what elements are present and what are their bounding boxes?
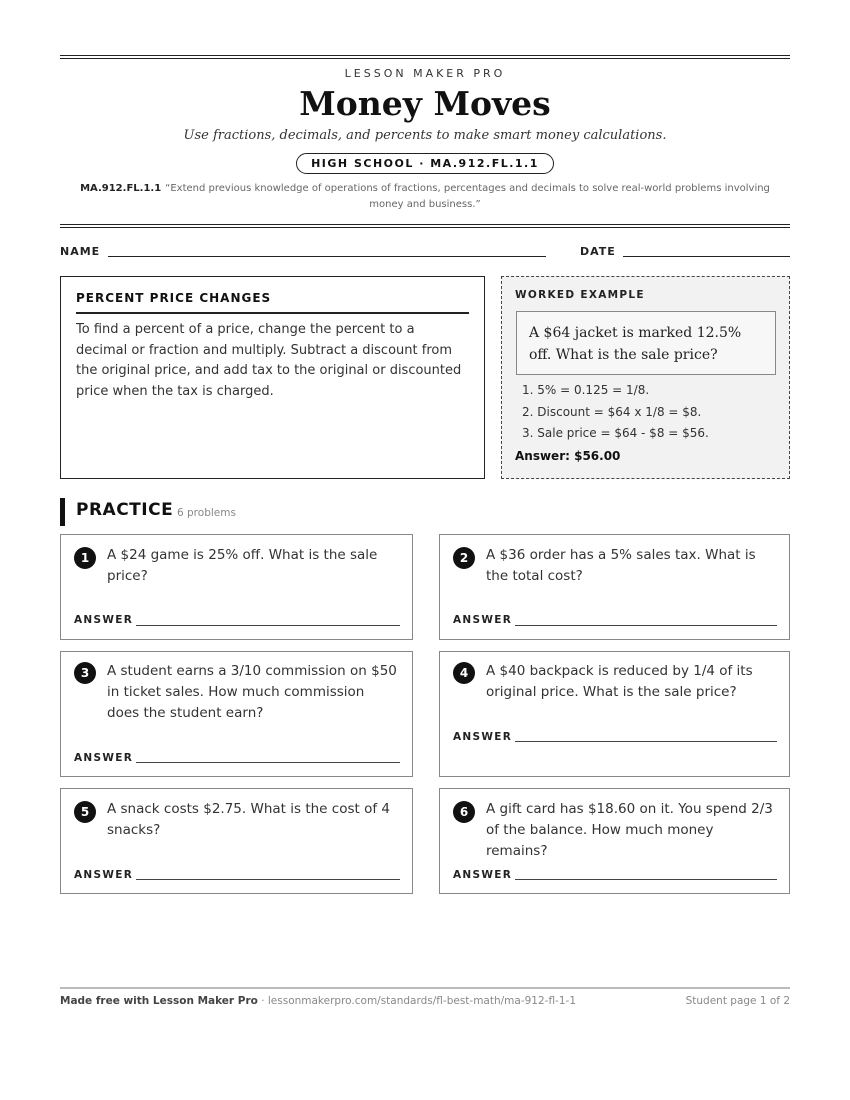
problem-card-6 — [439, 788, 790, 894]
problem-card-3 — [60, 651, 413, 777]
problem-number-badge: 6 — [453, 801, 475, 823]
worked-example-box — [501, 276, 790, 479]
answer-label: ANSWER — [453, 869, 513, 881]
footer-rule — [60, 987, 790, 989]
grade-standard-pill: HIGH SCHOOL · MA.912.FL.1.1 — [296, 153, 554, 174]
name-field[interactable] — [108, 256, 546, 257]
worked-example-steps — [522, 380, 709, 445]
problem-card-5 — [60, 788, 413, 894]
worked-example-answer: Answer: $56.00 — [515, 449, 621, 463]
practice-title: PRACTICE — [76, 500, 174, 520]
header-rule-top-2 — [60, 58, 790, 59]
page-title: Money Moves — [299, 84, 551, 123]
date-label: DATE — [580, 245, 616, 258]
worked-example-title: WORKED EXAMPLE — [515, 289, 645, 301]
answer-line[interactable] — [136, 762, 400, 763]
problem-card-1 — [60, 534, 413, 640]
brand-label: LESSON MAKER PRO — [344, 67, 506, 80]
concept-title-rule — [76, 312, 469, 314]
answer-line[interactable] — [515, 625, 777, 626]
answer-line[interactable] — [136, 879, 400, 880]
problem-card-4 — [439, 651, 790, 777]
footer-credit — [60, 995, 576, 1007]
worked-example-question: A $64 jacket is marked 12.5% off. What is the sale price? — [516, 311, 776, 375]
problem-question: A gift card has $18.60 on it. You spend 2/3 of the balance. How much money remains? — [486, 801, 773, 859]
answer-label: ANSWER — [453, 614, 513, 626]
header-rule-bottom — [60, 224, 790, 225]
standard-text: “Extend previous knowledge of operations of fractions, percentages and decimals to solve real-world problems involving money and business.” — [165, 183, 770, 210]
standard-description — [70, 181, 780, 213]
practice-count: 6 problems — [177, 507, 236, 519]
footer-url[interactable]: · lessonmakerpro.com/standards/fl-best-math/ma-912-fl-1-1 — [257, 995, 576, 1007]
concept-box — [60, 276, 485, 479]
footer-made-with: Made free with Lesson Maker Pro — [60, 995, 258, 1007]
standard-code: MA.912.FL.1.1 — [80, 183, 162, 194]
grade-pill-wrap — [60, 152, 790, 174]
problem-number-badge: 2 — [453, 547, 475, 569]
answer-label: ANSWER — [74, 614, 134, 626]
problem-question: A $36 order has a 5% sales tax. What is the total cost? — [486, 547, 756, 584]
problem-question: A snack costs $2.75. What is the cost of 4 snacks? — [107, 801, 390, 838]
problem-number-badge: 5 — [74, 801, 96, 823]
practice-accent-bar — [60, 498, 65, 526]
problem-number-badge: 3 — [74, 662, 96, 684]
page-subtitle: Use fractions, decimals, and percents to make smart money calculations. — [183, 128, 667, 143]
concept-title: PERCENT PRICE CHANGES — [76, 291, 272, 305]
date-field[interactable] — [623, 256, 790, 257]
problem-question: A $24 game is 25% off. What is the sale price? — [107, 547, 378, 584]
problem-number-badge: 1 — [74, 547, 96, 569]
answer-line[interactable] — [515, 879, 777, 880]
worked-example-step: 2. Discount = $64 x 1/8 = $8. — [522, 404, 702, 419]
problem-question: A $40 backpack is reduced by 1/4 of its original price. What is the sale price? — [486, 663, 753, 700]
header-rule-top — [60, 55, 790, 56]
answer-line[interactable] — [515, 741, 777, 742]
problem-card-2 — [439, 534, 790, 640]
problem-question: A student earns a 3/10 commission on $50 in ticket sales. How much commission does the student earn? — [107, 663, 397, 721]
concept-body: To find a percent of a price, change the percent to a decimal or fraction and multiply. Subtract a discount from the original price, and add tax to the original or discounted price when the tax is charged. — [76, 322, 462, 399]
worked-example-step: 1. 5% = 0.125 = 1/8. — [522, 383, 650, 397]
answer-label: ANSWER — [74, 869, 134, 881]
header-rule-bottom-2 — [60, 227, 790, 228]
answer-label: ANSWER — [74, 752, 134, 764]
problem-number-badge: 4 — [453, 662, 475, 684]
name-label: NAME — [60, 245, 101, 258]
answer-line[interactable] — [136, 625, 400, 626]
footer-page-number: Student page 1 of 2 — [685, 995, 790, 1007]
answer-label: ANSWER — [453, 731, 513, 743]
worked-example-step: 3. Sale price = $64 - $8 = $56. — [522, 426, 709, 440]
